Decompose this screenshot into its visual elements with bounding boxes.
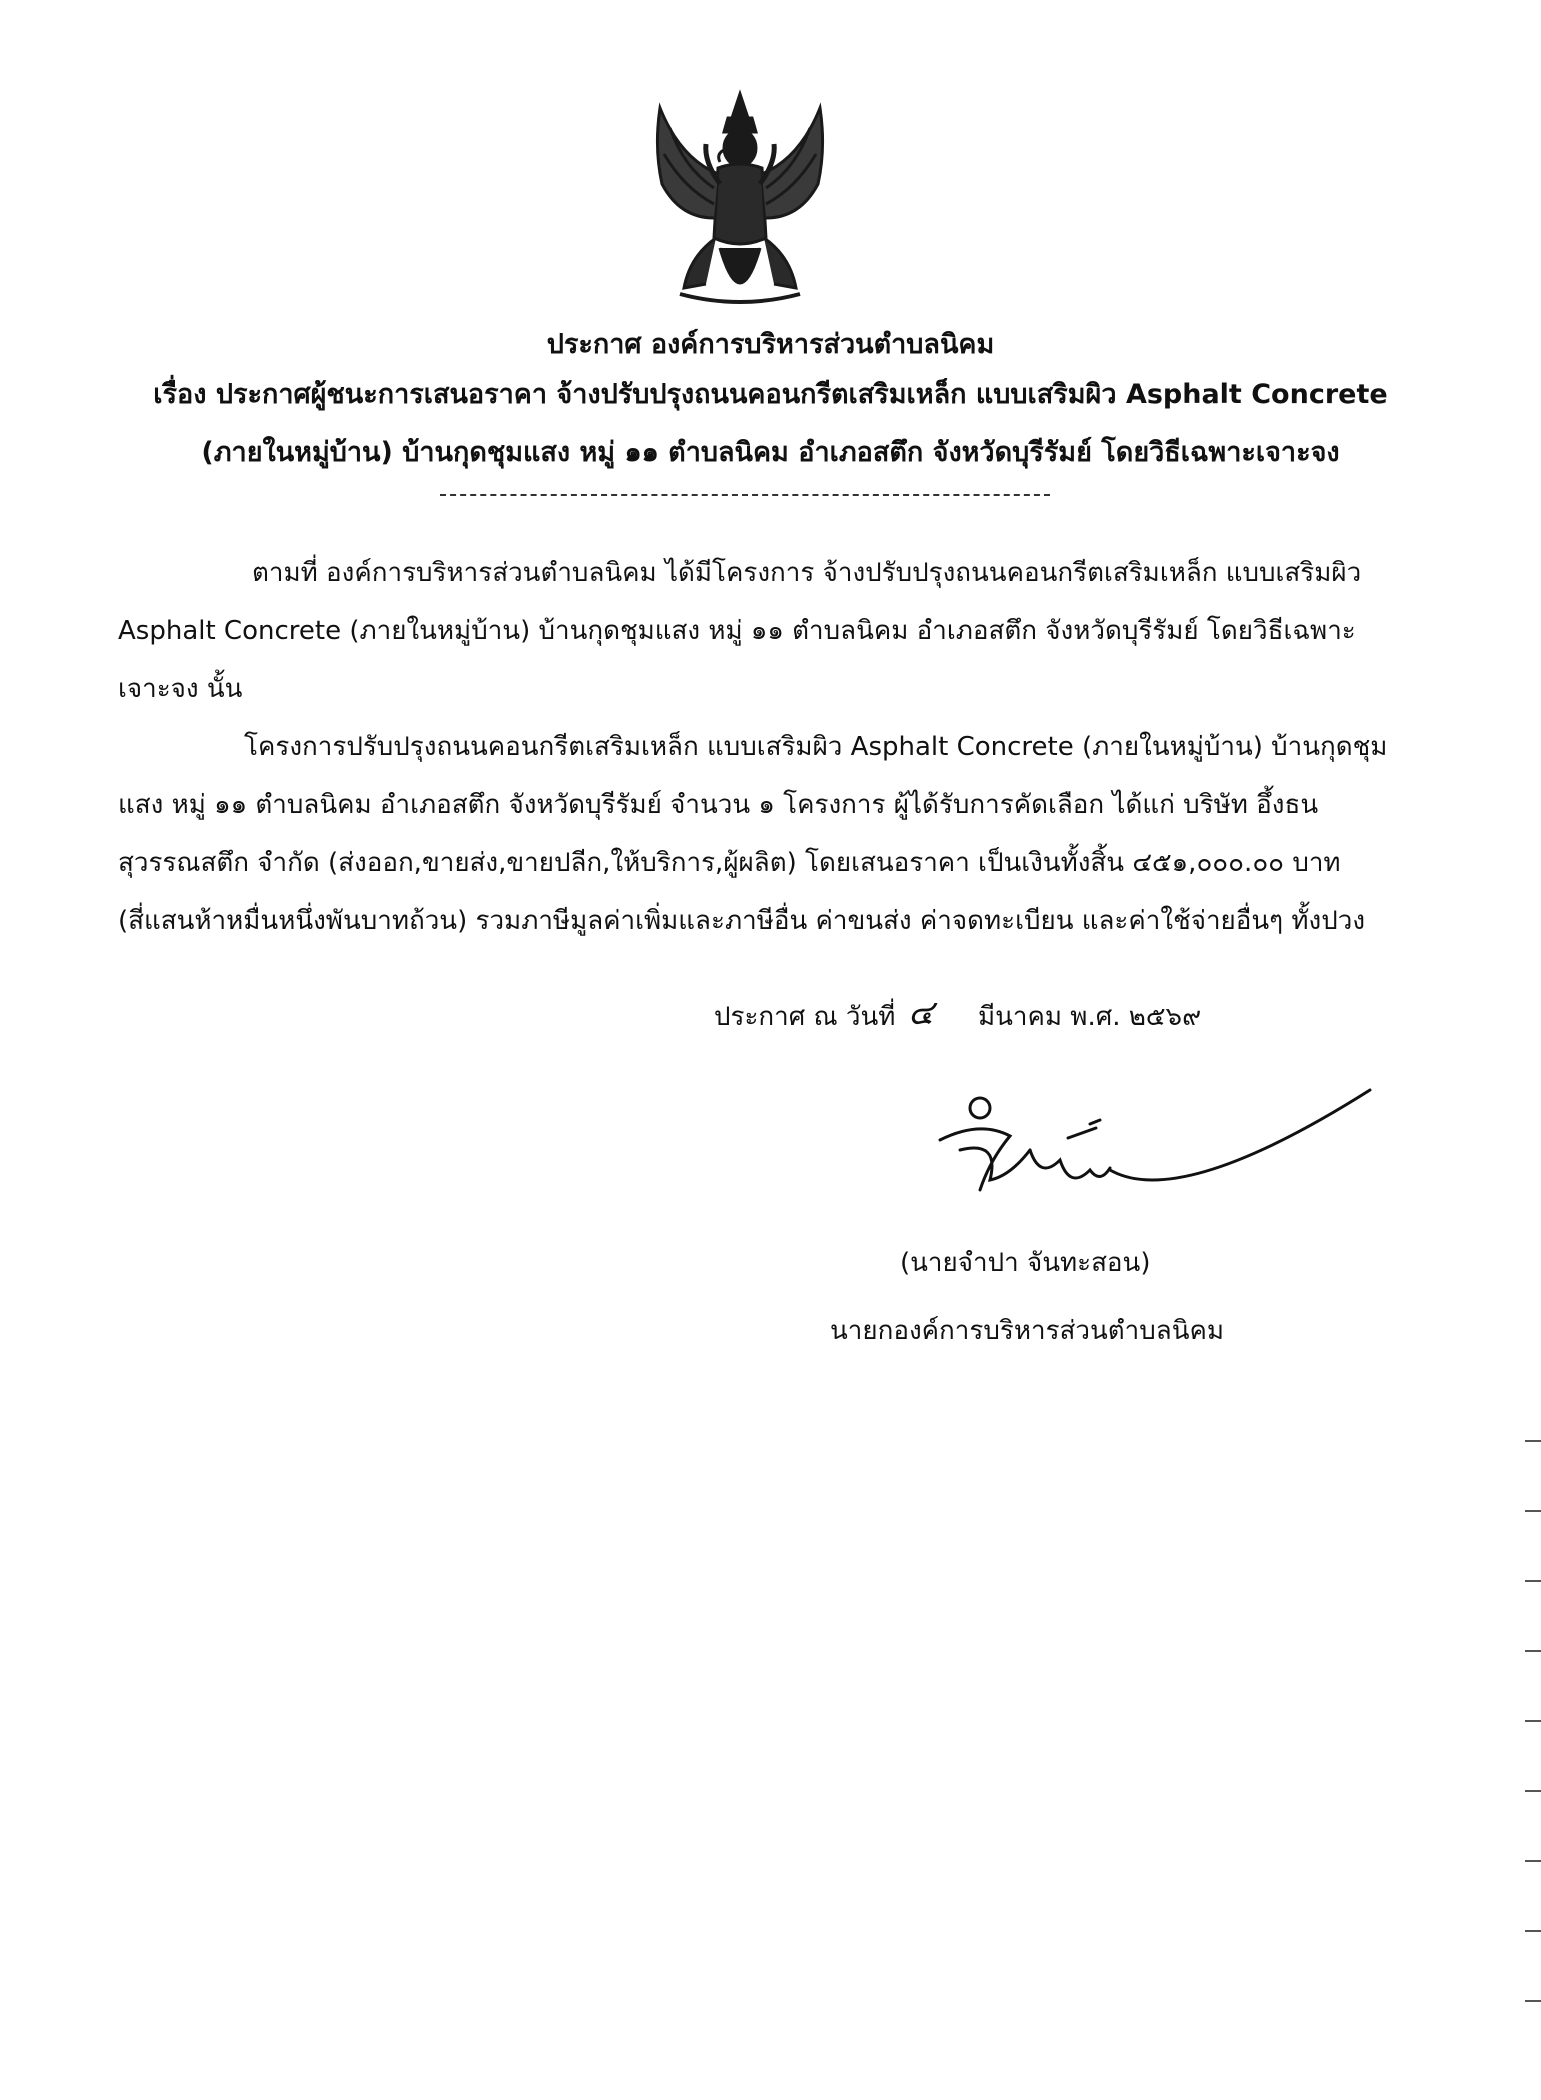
para2-line-3: สุวรรณสตึก จำกัด (ส่งออก,ขายส่ง,ขายปลีก,ให้บริการ,ผู้ผลิต) โดยเสนอราคา เป็นเงินทั้งสิ้น ๔๕๑,๐๐๐.๐๐ บาท <box>118 848 1341 878</box>
date-month-year: มีนาคม พ.ศ. ๒๕๖๙ <box>978 1002 1202 1032</box>
edge-tick <box>1525 1860 1541 1862</box>
edge-tick <box>1525 1790 1541 1792</box>
announcement-subject-line-1: เรื่อง ประกาศผู้ชนะการเสนอราคา จ้างปรับปรุงถนนคอนกรีตเสริมเหล็ก แบบเสริมผิว Asphalt Concrete <box>153 379 1388 410</box>
para1-line-3: เจาะจง นั้น <box>118 674 243 704</box>
edge-tick <box>1525 1440 1541 1442</box>
edge-tick <box>1525 1510 1541 1512</box>
para2-line-4: (สี่แสนห้าหมื่นหนึ่งพันบาทถ้วน) รวมภาษีมูลค่าเพิ่มและภาษีอื่น ค่าขนส่ง ค่าจดทะเบียน และค่าใช้จ่ายอื่นๆ ทั้งปวง <box>118 906 1366 936</box>
para1-line-1: ตามที่ องค์การบริหารส่วนตำบลนิคม ได้มีโครงการ จ้างปรับปรุงถนนคอนกรีตเสริมเหล็ก แบบเสริมผิว <box>252 558 1362 588</box>
handwritten-signature <box>920 1080 1380 1250</box>
para1-line-2: Asphalt Concrete (ภายในหมู่บ้าน) บ้านกุดชุมแสง หมู่ ๑๑ ตำบลนิคม อำเภอสตึก จังหวัดบุรีรัมย์ โดยวิธีเฉพาะ <box>118 616 1356 646</box>
edge-tick <box>1525 1720 1541 1722</box>
announcement-agency-title: ประกาศ องค์การบริหารส่วนตำบลนิคม <box>546 329 995 360</box>
title-divider <box>440 494 1050 496</box>
date-day-handwritten: ๔ <box>908 993 934 1033</box>
garuda-emblem-icon <box>640 88 840 316</box>
edge-tick <box>1525 1650 1541 1652</box>
date-prefix: ประกาศ ณ วันที่ <box>714 1002 896 1032</box>
signatory-name: (นายจำปา จันทะสอน) <box>900 1248 1151 1278</box>
signatory-position: นายกองค์การบริหารส่วนตำบลนิคม <box>830 1316 1224 1346</box>
para2-line-1: โครงการปรับปรุงถนนคอนกรีตเสริมเหล็ก แบบเสริมผิว Asphalt Concrete (ภายในหมู่บ้าน) บ้านกุดชุม <box>244 732 1388 762</box>
edge-tick <box>1525 2000 1541 2002</box>
edge-tick <box>1525 1930 1541 1932</box>
para2-line-2: แสง หมู่ ๑๑ ตำบลนิคม อำเภอสตึก จังหวัดบุรีรัมย์ จำนวน ๑ โครงการ ผู้ได้รับการคัดเลือก ได้แก่ บริษัท อึ้งธน <box>118 790 1319 820</box>
announcement-subject-line-2: (ภายในหมู่บ้าน) บ้านกุดชุมแสง หมู่ ๑๑ ตำบลนิคม อำเภอสตึก จังหวัดบุรีรัมย์ โดยวิธีเฉพาะเจาะจง <box>201 437 1340 468</box>
edge-tick <box>1525 1580 1541 1582</box>
